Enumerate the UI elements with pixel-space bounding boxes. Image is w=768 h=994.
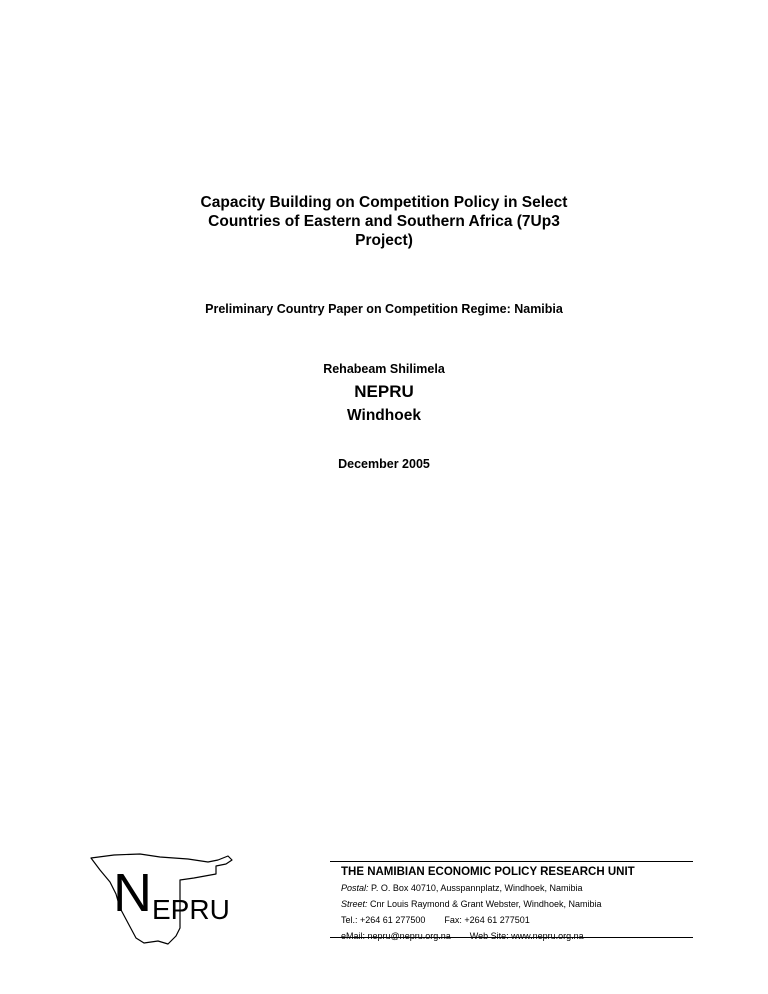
fax-label: Fax:	[444, 915, 462, 925]
tel-label: Tel.:	[341, 915, 358, 925]
postal-address: P. O. Box 40710, Ausspannplatz, Windhoek, Namibia	[371, 883, 583, 893]
document-subtitle: Preliminary Country Paper on Competition Regime: Namibia	[205, 302, 563, 316]
street-address: Cnr Louis Raymond & Grant Webster, Windhoek, Namibia	[370, 899, 602, 909]
author-name: Rehabeam Shilimela	[323, 362, 445, 376]
title-line-3: Project)	[355, 232, 413, 249]
logo-letter-n: N	[113, 863, 152, 923]
contact-row	[341, 928, 691, 944]
title-line-2: Countries of Eastern and Southern Africa (7Up3	[208, 213, 560, 230]
web-address: www.nepru.org.na	[511, 931, 584, 941]
publication-date: December 2005	[338, 457, 430, 471]
namibia-map-outline-icon	[88, 838, 238, 948]
unit-name: THE NAMIBIAN ECONOMIC POLICY RESEARCH UNIT	[341, 866, 635, 878]
fax-number: +264 61 277501	[464, 915, 530, 925]
document-title	[134, 193, 634, 250]
logo-text-epru: EPRU	[152, 894, 230, 925]
footer-contact-block	[341, 865, 691, 944]
footer-bottom-rule	[330, 937, 693, 938]
street-label: Street:	[341, 899, 368, 909]
phone-row	[341, 912, 691, 928]
title-line-1: Capacity Building on Competition Policy in Select	[200, 194, 568, 211]
organization-name: NEPRU	[354, 382, 414, 401]
postal-label: Postal:	[341, 883, 369, 893]
postal-address-row	[341, 880, 691, 896]
email-label: eMail:	[341, 931, 366, 941]
footer-top-rule	[330, 861, 693, 862]
street-address-row	[341, 896, 691, 912]
web-label: Web Site:	[469, 931, 509, 941]
tel-number: +264 61 277500	[360, 915, 426, 925]
email-address: nepru@nepru.org.na	[367, 931, 451, 941]
city-name: Windhoek	[347, 407, 421, 424]
